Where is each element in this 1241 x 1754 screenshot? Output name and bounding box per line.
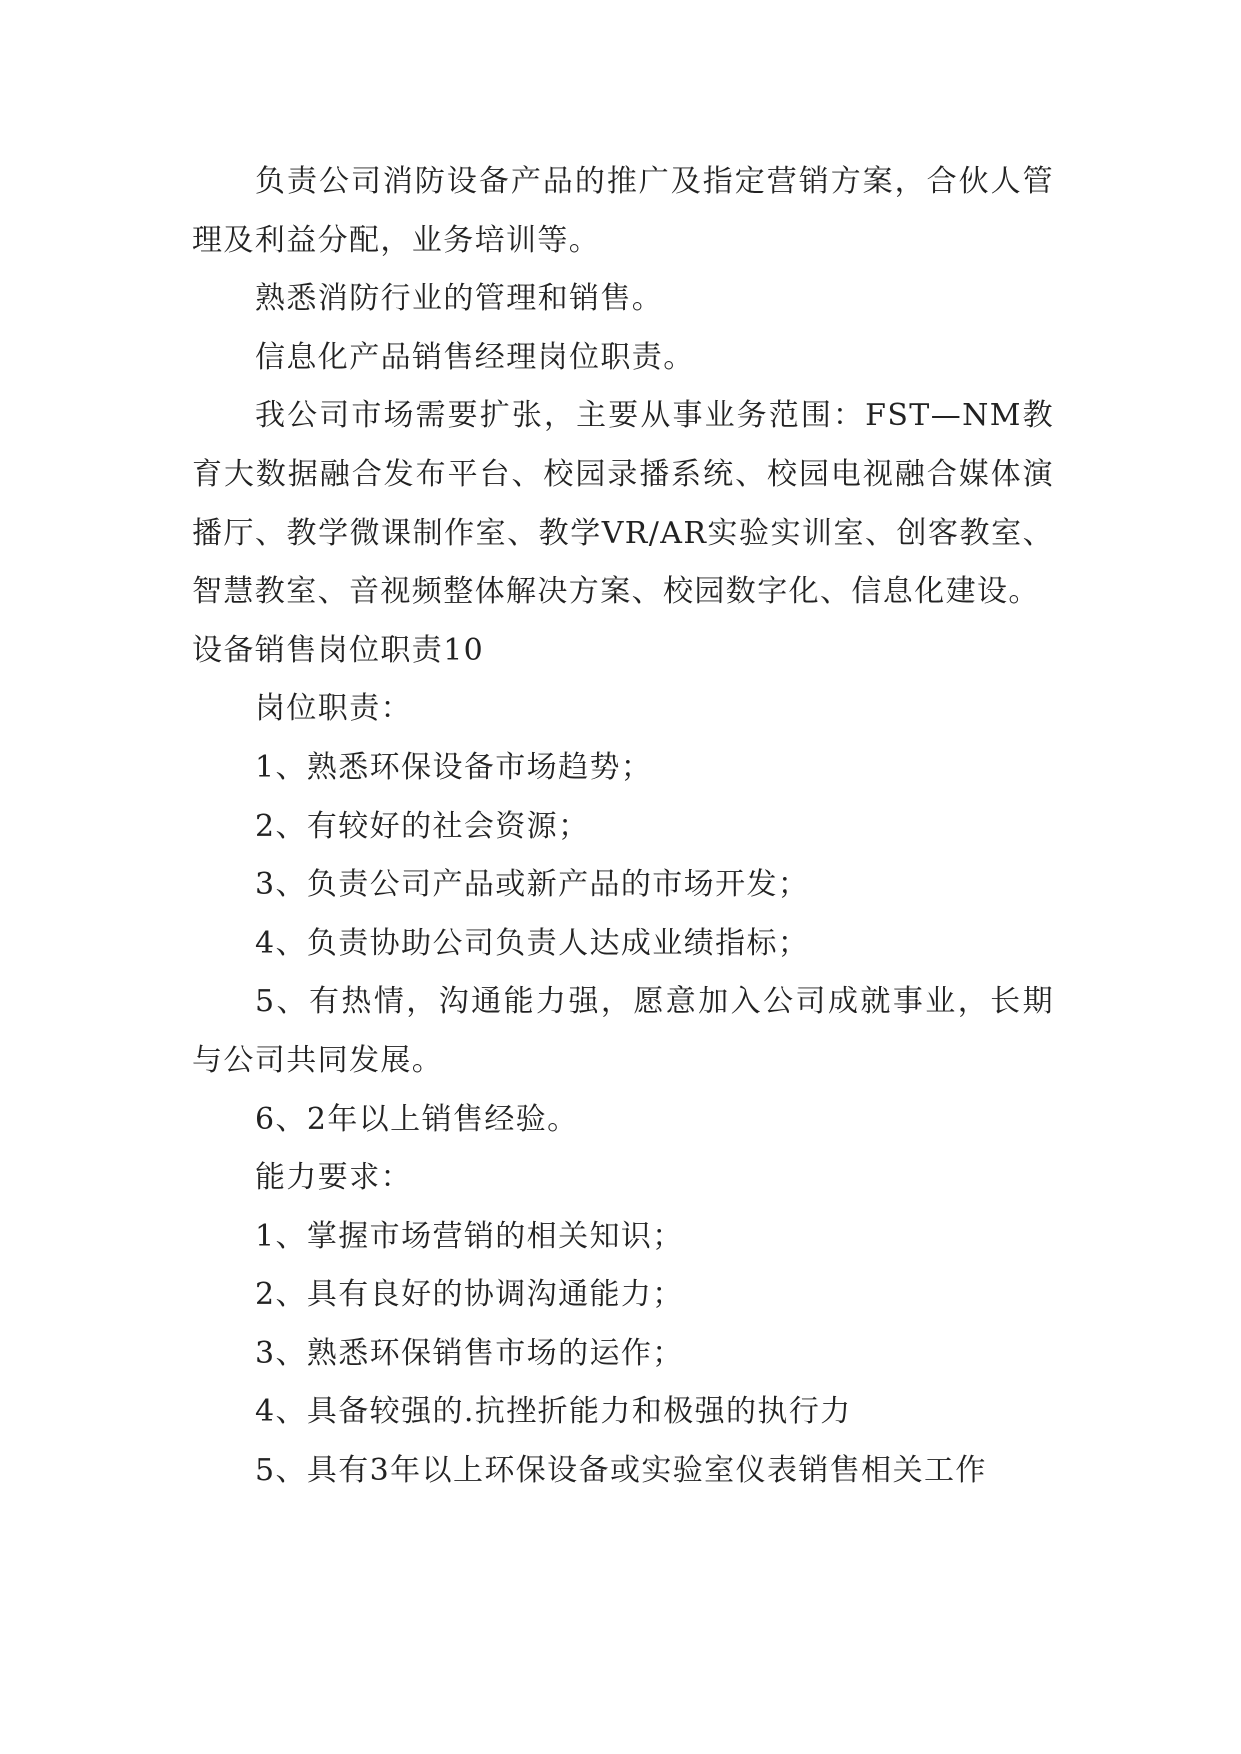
paragraph-1: 负责公司消防设备产品的推广及指定营销方案，合伙人管理及利益分配，业务培训等。: [192, 164, 1054, 258]
section-heading: 设备销售岗位职责10: [192, 632, 485, 668]
paragraph-2: 熟悉消防行业的管理和销售。: [255, 281, 664, 317]
document-body: [192, 153, 1054, 1501]
requirement-item-2: 2、具有良好的协调沟通能力；: [255, 1277, 684, 1313]
requirement-item-1: 1、掌握市场营销的相关知识；: [255, 1218, 684, 1254]
duty-item-4: 4、负责协助公司负责人达成业绩指标；: [255, 925, 810, 961]
duties-label: 岗位职责：: [255, 691, 412, 727]
duty-item-3: 3、负责公司产品或新产品的市场开发；: [255, 867, 810, 903]
requirement-item-4: 4、具备较强的.抗挫折能力和极强的执行力: [255, 1394, 852, 1430]
requirements-label: 能力要求：: [255, 1160, 412, 1196]
duty-item-6: 6、2年以上销售经验。: [255, 1101, 579, 1137]
requirement-item-5: 5、具有3年以上环保设备或实验室仪表销售相关工作: [255, 1453, 987, 1489]
duty-item-2: 2、有较好的社会资源；: [255, 808, 590, 844]
paragraph-4: 我公司市场需要扩张，主要从事业务范围：FST—NM教育大数据融合发布平台、校园录播系统、校园电视融合媒体演播厅、教学微课制作室、教学VR/AR实验实训室、创客教室、智慧教室、音视频整体解决方案、校园数字化、信息化建设。: [192, 398, 1054, 610]
requirement-item-3: 3、熟悉环保销售市场的运作；: [255, 1335, 684, 1371]
duty-item-1: 1、熟悉环保设备市场趋势；: [255, 749, 653, 785]
paragraph-3: 信息化产品销售经理岗位职责。: [255, 339, 695, 375]
duty-item-5: 5、有热情，沟通能力强，愿意加入公司成就事业，长期与公司共同发展。: [192, 984, 1054, 1078]
